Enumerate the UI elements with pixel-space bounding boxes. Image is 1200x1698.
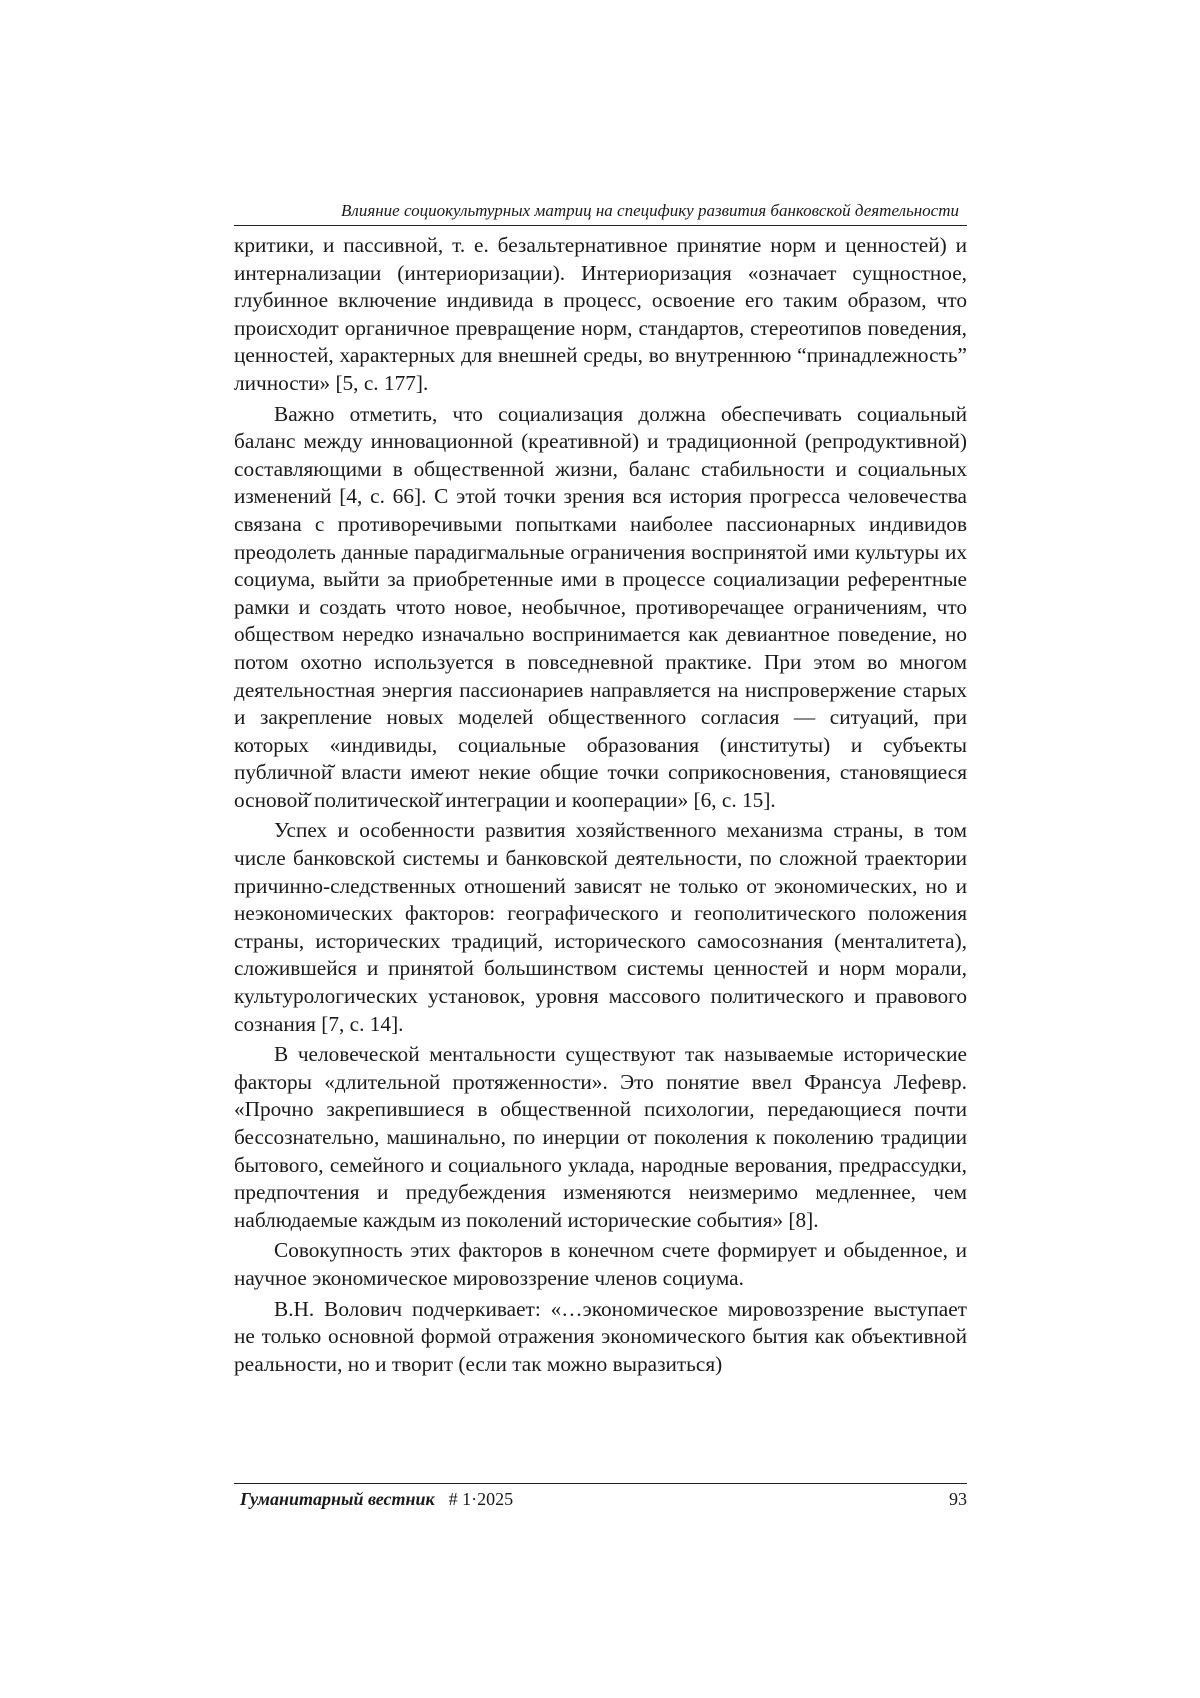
- issue-number: # 1·2025: [448, 1489, 514, 1509]
- paragraph: Совокупность этих факторов в конечном счете формирует и обыденное, и научное экономическое мировоззрение членов социума.: [234, 1238, 967, 1290]
- journal-info: [234, 1488, 513, 1510]
- body-text: [234, 232, 967, 1378]
- journal-title: Гуманитарный вестник: [240, 1489, 435, 1509]
- paragraph: Успех и особенности развития хозяйственного механизма страны, в том числе банковской системы и банковской деятельности, по сложной траектории причинно-следственных отношений зависят не только от экономических, но и неэкономических факторов: географического и геополитического положения страны, исторических традиций, исторического самосознания (менталитета), сложившейся и принятой большинством системы ценностей и норм морали, культурологических установок, уровня массового политического и правового сознания [7, с. 14].: [234, 818, 967, 1036]
- page: [234, 200, 967, 1378]
- paragraph: В человеческой ментальности существуют так называемые исторические факторы «длительной протяженности». Это понятие ввел Франсуа Лефевр. «Прочно закрепившиеся в общественной психологии, передающиеся почти бессознательно, машинально, по инерции от поколения к поколению традиции бытового, семейного и социального уклада, народные верования, предрассудки, предпочтения и предубеждения изменяются неизмеримо медленнее, чем наблюдаемые каждым из поколений исторические события» [8].: [234, 1042, 967, 1232]
- page-number: 93: [949, 1489, 967, 1509]
- running-title: Влияние социокультурных матриц на специфику развития банковской деятельности: [234, 200, 967, 226]
- paragraph: Важно отметить, что социализация должна обеспечивать социальный баланс между инновационной (креативной) и традиционной (репродуктивной) составляющими в общественной жизни, баланс стабильности и социальных изменений [4, с. 66]. С этой точки зрения вся история прогресса человечества связана с противоречивыми попытками наиболее пассионарных индивидов преодолеть данные парадигмальные ограничения воспринятой ими культуры их социума, выйти за приобретенные ими в процессе социализации референтные рамки и создать чтото новое, необычное, противоречащее ограничениям, что обществом нередко изначально воспринимается как девиантное поведение, но потом охотно используется в повседневной практике. При этом во многом деятельностная энергия пассионариев направляется на ниспровержение старых и закрепление новых моделей общественного согласия — ситуаций, при которых «индивиды, социальные образования (институты) и субъекты публичной̆ власти имеют некие общие точки соприкосновения, становящиеся основой̆ политической̆ интеграции и кооперации» [6, с. 15].: [234, 401, 967, 812]
- paragraph: В.Н. Волович подчеркивает: «…экономическое мировоззрение выступает не только основной формой отражения экономического бытия как объективной реальности, но и творит (если так можно выразиться): [234, 1296, 967, 1376]
- paragraph: критики, и пассивной, т. е. безальтернативное принятие норм и ценностей) и интернализации (интериоризации). Интериоризация «означает сущностное, глубинное включение индивида в процесс, освоение его таким образом, что происходит органичное превращение норм, стандартов, стереотипов поведения, ценностей, характерных для внешней среды, во внутреннюю “принадлежность” личности» [5, с. 177].: [234, 233, 967, 395]
- page-footer: [234, 1483, 967, 1510]
